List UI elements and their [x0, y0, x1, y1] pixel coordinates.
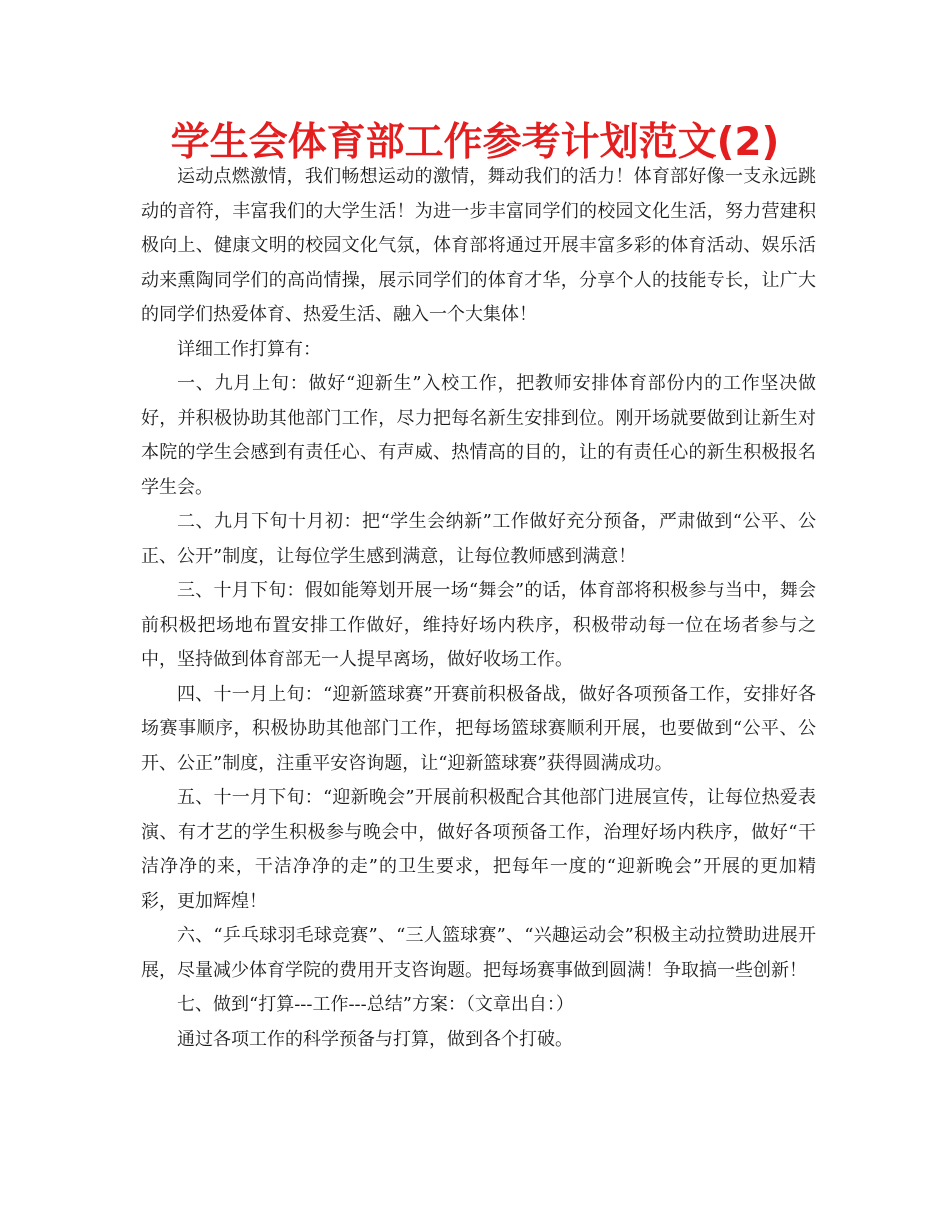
paragraph-plan-heading: 详细工作打算有： — [177, 338, 321, 360]
paragraph-closing: 通过各项工作的科学预备与打算，做到各个打破。 — [177, 1028, 573, 1050]
document-title: 学生会体育部工作参考计划范文(2) — [170, 120, 780, 165]
paragraph-item-6: 六、“乒乓球羽毛球竞赛”、“三人篮球赛”、“兴趣运动会”积极主动拉赞助进展开展，尽量减少体育学院的费用开支咨询题。把每场赛事做到圆满！争取搞一些创新！ — [141, 925, 816, 981]
paragraph-item-2: 二、九月下旬十月初：把“学生会纳新”工作做好充分预备，严肃做到“公平、公正、公开”制度，让每位学生感到满意，让每位教师感到满意！ — [141, 511, 816, 567]
paragraph-item-7: 七、做到“打算---工作---总结”方案：（文章出自：） — [177, 994, 574, 1015]
paragraph-item-1: 一、九月上旬：做好“迎新生”入校工作，把教师安排体育部份内的工作坚决做好，并积极协助其他部门工作，尽力把每名新生安排到位。刚开场就要做到让新生对本院的学生会感到有责任心、有声威、热情高的目的，让的有责任心的新生积极报名学生会。 — [141, 373, 816, 498]
paragraph-item-5: 五、十一月下旬：“迎新晚会”开展前积极配合其他部门进展宣传，让每位热爱表演、有才艺的学生积极参与晚会中，做好各项预备工作，治理好场内秩序，做好“干洁净净的来，干洁净净的走”的卫生要求，把每年一度的“迎新晚会”开展的更加精彩，更加辉煌！ — [141, 787, 816, 912]
paragraph-item-4: 四、十一月上旬：“迎新篮球赛”开赛前积极备战，做好各项预备工作，安排好各场赛事顺序，积极协助其他部门工作，把每场篮球赛顺利开展，也要做到“公平、公开、公正”制度，注重平安咨询题，让“迎新篮球赛”获得圆满成功。 — [141, 683, 816, 774]
paragraph-intro: 运动点燃激情，我们畅想运动的激情，舞动我们的活力！体育部好像一支永远跳动的音符，丰富我们的大学生活！为进一步丰富同学们的校园文化生活，努力营建积极向上、健康文明的校园文化气氛，体育部将通过开展丰富多彩的体育活动、娱乐活动来熏陶同学们的高尚情操，展示同学们的体育才华，分享个人的技能专长，让广大的同学们热爱体育、热爱生活、融入一个大集体！ — [141, 166, 816, 325]
document-body — [141, 160, 816, 1057]
paragraph-item-3: 三、十月下旬：假如能筹划开展一场“舞会”的话，体育部将积极参与当中，舞会前积极把场地布置安排工作做好，维持好场内秩序，积极带动每一位在场者参与之中，坚持做到体育部无一人提早离场，做好收场工作。 — [141, 580, 816, 670]
